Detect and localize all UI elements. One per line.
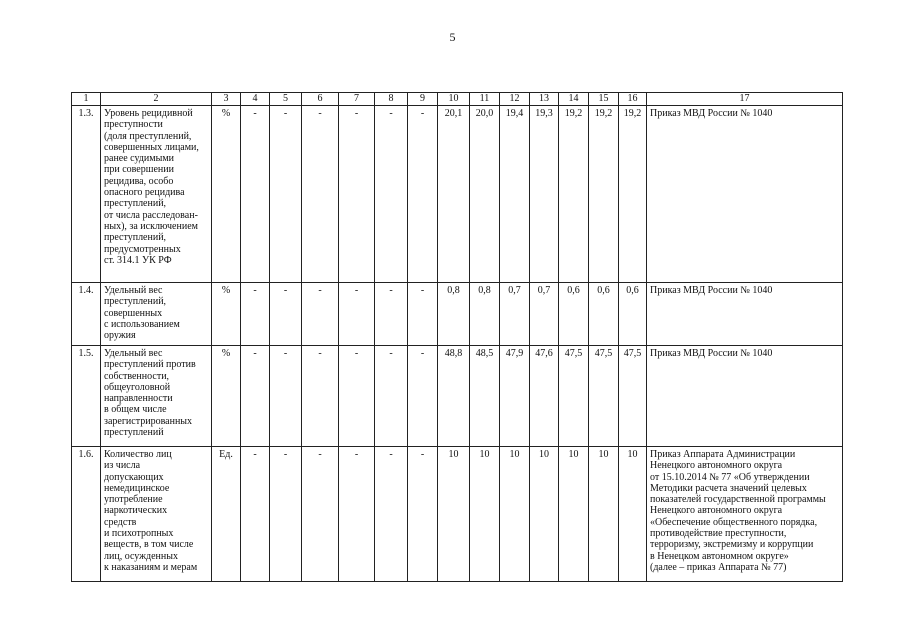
value-cell: 10 <box>559 447 589 582</box>
value-cell: 47,9 <box>500 346 530 447</box>
value-cell: 0,6 <box>619 283 647 346</box>
empty-value-cell: - <box>241 106 270 283</box>
indicator-name-line: совершенных <box>104 307 163 319</box>
empty-value-cell: - <box>270 447 302 582</box>
empty-value-cell: - <box>270 346 302 447</box>
page-number: 5 <box>449 30 456 44</box>
source-cell <box>647 106 843 283</box>
empty-value-cell: - <box>375 283 408 346</box>
column-header: 3 <box>212 93 241 106</box>
source-line: от 15.10.2014 № 77 «Об утверждении <box>650 471 810 483</box>
value-cell: 0,6 <box>589 283 619 346</box>
source-line: противодействие преступности, <box>650 528 787 540</box>
table-row <box>72 283 843 346</box>
indicator-name <box>101 106 212 283</box>
indicator-name-line: (доля преступлений, <box>104 130 192 142</box>
value-cell: 0,8 <box>470 283 500 346</box>
indicator-name-line: Удельный вес <box>104 285 163 296</box>
source-line: Приказ МВД России № 1040 <box>650 348 773 359</box>
indicator-name-line: Количество лиц <box>104 449 172 460</box>
source-line: Ненецкого автономного округа <box>650 460 783 472</box>
value-cell: 47,5 <box>559 346 589 447</box>
column-header: 15 <box>589 93 619 106</box>
table-row <box>72 447 843 582</box>
empty-value-cell: - <box>408 346 438 447</box>
value-cell: 10 <box>619 447 647 582</box>
value-cell: 20,1 <box>438 106 470 283</box>
indicator-name-line: веществ, в том числе <box>104 539 194 551</box>
source-line: терроризму, экстремизму и коррупции <box>650 539 814 551</box>
indicator-name-line: общеуголовной <box>104 381 171 393</box>
indicator-name-line: ст. 314.1 УК РФ <box>104 254 172 266</box>
indicator-name-line: из числа <box>104 460 141 472</box>
value-cell: 19,4 <box>500 106 530 283</box>
column-header: 1 <box>72 93 101 106</box>
column-header: 7 <box>339 93 375 106</box>
indicator-name-line: собственности, <box>104 370 170 382</box>
value-cell: 0,6 <box>559 283 589 346</box>
indicator-name-line: зарегистрированных <box>104 415 193 427</box>
indicator-name-line: преступлений, <box>104 232 167 244</box>
column-header: 17 <box>647 93 843 106</box>
indicator-name-line: совершенных лицами, <box>104 141 199 153</box>
value-cell: 19,2 <box>559 106 589 283</box>
empty-value-cell: - <box>270 106 302 283</box>
value-cell: 10 <box>530 447 559 582</box>
empty-value-cell: - <box>375 346 408 447</box>
source-line: Методики расчета значений целевых <box>650 482 807 494</box>
value-cell: 48,5 <box>470 346 500 447</box>
column-header: 8 <box>375 93 408 106</box>
empty-value-cell: - <box>241 283 270 346</box>
indicator-name-line: и психотропных <box>104 528 174 540</box>
empty-value-cell: - <box>408 106 438 283</box>
column-header: 12 <box>500 93 530 106</box>
indicator-name-line: рецидива, особо <box>104 175 174 187</box>
empty-value-cell: - <box>270 283 302 346</box>
value-cell: 48,8 <box>438 346 470 447</box>
indicator-name-line: предусмотренных <box>104 243 181 255</box>
source-line: (далее – приказ Аппарата № 77) <box>650 561 787 573</box>
indicator-name <box>101 283 212 346</box>
indicator-name-line: в общем числе <box>104 404 167 416</box>
empty-value-cell: - <box>408 447 438 582</box>
value-cell: 19,2 <box>589 106 619 283</box>
indicator-name-line: преступности <box>104 119 163 131</box>
source-line: Ненецкого автономного округа <box>650 505 783 517</box>
indicator-name-line: ранее судимыми <box>104 153 175 165</box>
indicator-name-line: при совершении <box>104 164 174 176</box>
source-line: Приказ МВД России № 1040 <box>650 285 773 296</box>
table-row <box>72 106 843 283</box>
row-number: 1.6. <box>72 447 101 582</box>
empty-value-cell: - <box>241 346 270 447</box>
value-cell: 10 <box>438 447 470 582</box>
indicator-name-line: лиц, осужденных <box>104 550 178 562</box>
empty-value-cell: - <box>302 447 339 582</box>
indicator-name-line: к наказаниям и мерам <box>104 561 198 573</box>
column-header: 11 <box>470 93 500 106</box>
indicator-name-line: направленности <box>104 393 173 405</box>
table-row <box>72 346 843 447</box>
source-cell <box>647 346 843 447</box>
indicator-name <box>101 447 212 582</box>
column-header: 14 <box>559 93 589 106</box>
indicator-name-line: употребление <box>104 494 163 506</box>
column-header: 16 <box>619 93 647 106</box>
source-line: Приказ МВД России № 1040 <box>650 108 773 119</box>
indicator-name-line: Уровень рецидивной <box>104 108 193 119</box>
column-header: 4 <box>241 93 270 106</box>
column-header: 6 <box>302 93 339 106</box>
source-line: Приказ Аппарата Администрации <box>650 449 796 460</box>
indicator-name <box>101 346 212 447</box>
indicator-name-line: наркотических <box>104 505 168 517</box>
indicator-name-line: допускающих <box>104 471 164 483</box>
indicator-name-line: ных), за исключением <box>104 220 198 232</box>
indicator-name-line: с использованием <box>104 318 180 330</box>
indicator-name-line: преступлений, <box>104 296 167 308</box>
row-number: 1.3. <box>72 106 101 283</box>
empty-value-cell: - <box>339 106 375 283</box>
column-header: 9 <box>408 93 438 106</box>
source-cell <box>647 283 843 346</box>
column-header: 10 <box>438 93 470 106</box>
value-cell: 19,3 <box>530 106 559 283</box>
column-header: 13 <box>530 93 559 106</box>
empty-value-cell: - <box>339 283 375 346</box>
empty-value-cell: - <box>302 283 339 346</box>
source-line: «Обеспечение общественного порядка, <box>650 516 818 528</box>
empty-value-cell: - <box>339 346 375 447</box>
indicator-name-line: преступлений против <box>104 359 196 371</box>
value-cell: 10 <box>589 447 619 582</box>
indicator-name-line: преступлений, <box>104 198 167 210</box>
indicator-name-line: опасного рецидива <box>104 187 185 199</box>
column-header: 5 <box>270 93 302 106</box>
unit-cell: % <box>212 106 241 283</box>
value-cell: 47,5 <box>589 346 619 447</box>
indicator-name-line: от числа расследован- <box>104 209 198 221</box>
value-cell: 10 <box>500 447 530 582</box>
row-number: 1.5. <box>72 346 101 447</box>
indicator-name-line: Удельный вес <box>104 348 163 359</box>
source-cell <box>647 447 843 582</box>
value-cell: 10 <box>470 447 500 582</box>
unit-cell: Ед. <box>212 447 241 582</box>
empty-value-cell: - <box>241 447 270 582</box>
empty-value-cell: - <box>302 106 339 283</box>
empty-value-cell: - <box>302 346 339 447</box>
column-number-header <box>72 93 843 106</box>
value-cell: 47,6 <box>530 346 559 447</box>
empty-value-cell: - <box>408 283 438 346</box>
empty-value-cell: - <box>375 106 408 283</box>
empty-value-cell: - <box>375 447 408 582</box>
indicators-table <box>71 92 843 582</box>
value-cell: 19,2 <box>619 106 647 283</box>
indicator-name-line: средств <box>104 516 137 528</box>
indicator-name-line: оружия <box>104 330 136 342</box>
unit-cell: % <box>212 283 241 346</box>
column-header: 2 <box>101 93 212 106</box>
value-cell: 0,7 <box>530 283 559 346</box>
source-line: в Ненецком автономном округе» <box>650 550 789 562</box>
row-number: 1.4. <box>72 283 101 346</box>
source-line: показателей государственной программы <box>650 494 826 506</box>
value-cell: 20,0 <box>470 106 500 283</box>
value-cell: 47,5 <box>619 346 647 447</box>
empty-value-cell: - <box>339 447 375 582</box>
value-cell: 0,7 <box>500 283 530 346</box>
indicator-name-line: немедицинское <box>104 482 170 494</box>
value-cell: 0,8 <box>438 283 470 346</box>
unit-cell: % <box>212 346 241 447</box>
indicator-name-line: преступлений <box>104 427 164 439</box>
